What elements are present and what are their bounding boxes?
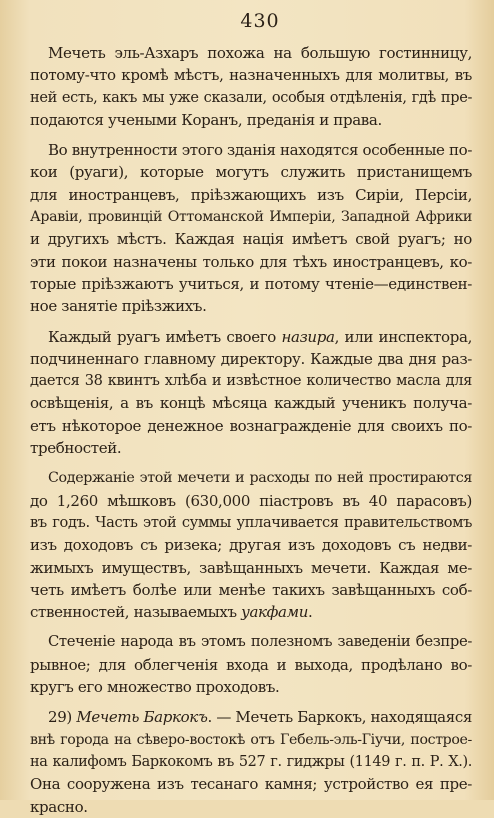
text-line: четь имѣетъ болѣе или менѣе такихъ завѣщанныхъ соб-: [30, 580, 472, 599]
paragraph: [30, 326, 472, 460]
text-line: въ годъ. Часть этой суммы уплачивается правительствомъ: [30, 513, 472, 531]
text-line: потому-что кромѣ мѣстъ, назначенныхъ для молитвы, въ: [30, 66, 472, 85]
italic-term: назира: [281, 327, 335, 346]
text-line: Она сооружена изъ тесанаго камня; устройство ея пре-: [30, 775, 472, 794]
text-line: Во внутренности этого зданія находятся особенные по-: [48, 141, 473, 160]
text-line: освѣщенія, а въ концѣ мѣсяца каждый ученикъ получа-: [30, 394, 472, 413]
text-line: ней есть, какъ мы уже сказали, особыя отдѣленія, гдѣ пре-: [30, 89, 472, 106]
text-line: ное занятіе пріѣзжихъ.: [30, 297, 207, 316]
text-line: Содержаніе этой мечети и расходы по ней простираются: [48, 470, 472, 487]
text-line: и другихъ мѣстъ. Каждая нація имѣетъ свой руагъ; но: [30, 230, 472, 249]
text-line: [30, 601, 472, 623]
text-line: эти покои назначены только для тѣхъ иностранцевъ, ко-: [30, 252, 472, 271]
paragraph: [30, 706, 472, 817]
text-line: торые пріѣзжаютъ учиться, и потому чтеніе—единствен-: [30, 274, 472, 293]
text-line: рывное; для облегченія входа и выхода, продѣлано во-: [30, 655, 472, 674]
text-segment: 29): [48, 708, 77, 727]
text-segment: ственностей, называемыхъ: [30, 603, 242, 622]
text-line: на калифомъ Баркокомъ въ 527 г. гиджры (1149 г. п. Р. Х.).: [30, 753, 472, 770]
text-segment: , или инспектора,: [334, 327, 472, 346]
text-line: [30, 706, 472, 728]
text-line: дается 38 квинтъ хлѣба и извѣстное количество масла для: [30, 372, 472, 390]
paragraph: [30, 467, 472, 623]
text-line: [30, 326, 472, 348]
page-number: 430: [240, 10, 280, 32]
paragraph: [30, 139, 472, 317]
text-line: внѣ города на сѣверо-востокѣ отъ Гебель-эль-Гіучи, построе-: [30, 731, 472, 748]
text-line: подаются учеными Коранъ, преданія и права.: [30, 110, 382, 129]
paragraph: [30, 631, 472, 698]
body-text: [30, 42, 472, 818]
text-line: требностей.: [30, 439, 122, 458]
text-line: етъ нѣкоторое денежное вознагражденіе для своихъ по-: [30, 416, 472, 435]
text-line: кругъ его множество проходовъ.: [30, 678, 280, 697]
text-line: Стеченіе народа въ этомъ полезномъ заведеніи безпре-: [48, 633, 472, 651]
text-line: Мечеть эль-Азхаръ похожа на большую гостинницу,: [48, 44, 472, 62]
italic-term: уакфами: [241, 603, 309, 622]
text-segment: . — Мечеть Баркокъ, находящаяся: [207, 708, 473, 727]
text-line: жимыхъ имуществъ, завѣщанныхъ мечети. Каждая ме-: [30, 558, 472, 577]
text-line: изъ доходовъ съ ризека; другая изъ доходовъ съ недви-: [30, 536, 472, 555]
italic-term: Мечеть Баркокъ: [76, 708, 208, 727]
paragraph: [30, 42, 472, 131]
text-line: до 1,260 мѣшковъ (630,000 піастровъ въ 40 парасовъ): [30, 491, 472, 510]
text-line: красно.: [30, 797, 88, 816]
text-line: для иностранцевъ, пріѣзжающихъ изъ Сиріи, Персіи,: [30, 185, 472, 204]
text-segment: .: [308, 603, 313, 622]
text-segment: Каждый руагъ имѣетъ своего: [48, 327, 282, 346]
text-line: Аравіи, провинцій Оттоманской Имперіи, Западной Африки: [30, 209, 472, 226]
text-line: подчиненнаго главному директору. Каждые два дня раз-: [30, 349, 472, 368]
text-line: кои (руаги), которые могутъ служить пристанищемъ: [30, 163, 472, 182]
